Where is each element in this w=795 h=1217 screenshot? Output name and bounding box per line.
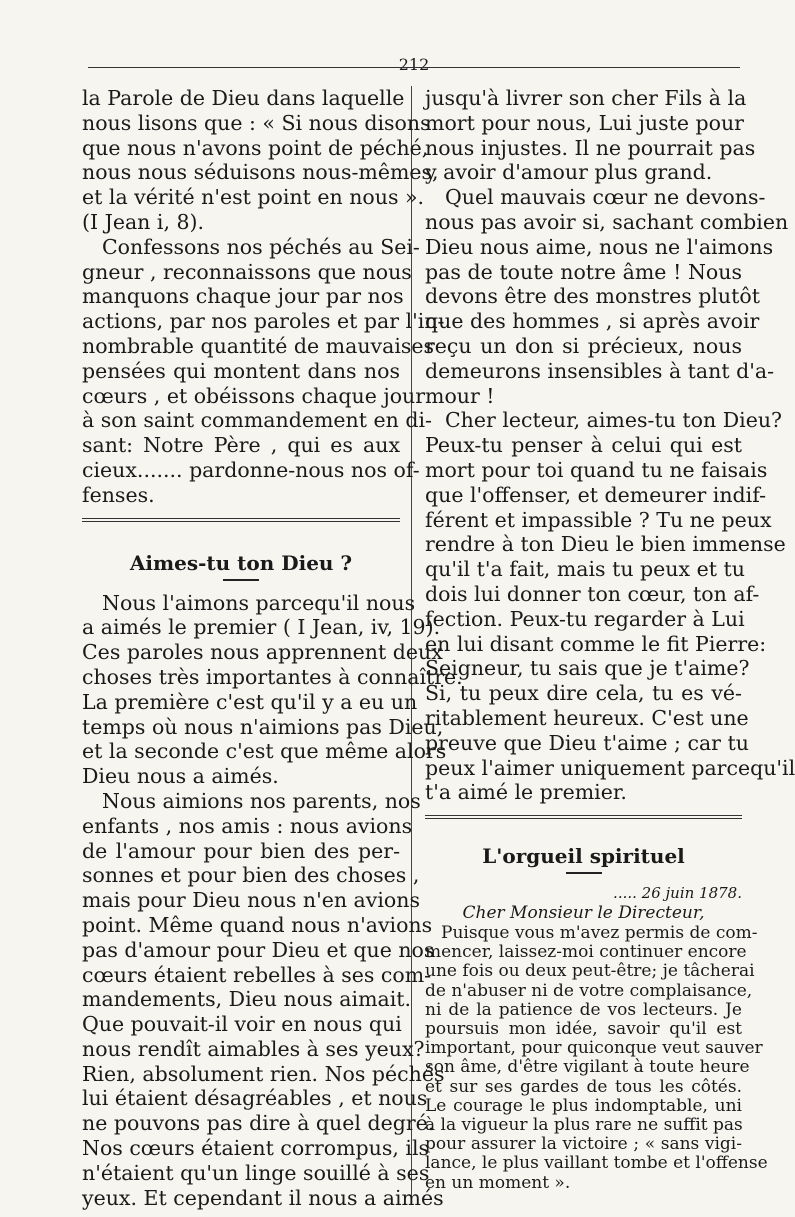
text-line: nous injustes. Il ne pourrait pas: [425, 135, 756, 160]
text-line: mort pour nous, Lui juste pour: [425, 110, 744, 135]
text-line: Nous l'aimons parcequ'il nous: [102, 590, 416, 615]
text-line: fection. Peux-tu regarder à Lui: [425, 606, 745, 631]
text-line: Si, tu peux dire cela, tu es vé-: [425, 681, 742, 706]
text-line: mour !: [425, 383, 495, 408]
text-line: son âme, d'être vigilant à toute heure: [425, 1057, 750, 1078]
text-line: dois lui donner ton cœur, ton af-: [425, 581, 760, 606]
text-line: de n'abuser ni de votre complaisance,: [425, 980, 753, 1001]
text-line: nombrable quantité de mauvaises: [82, 333, 435, 358]
text-line: à la vigueur la plus rare ne suffit pas: [425, 1114, 743, 1135]
text-line: enfants , nos amis : nous avions: [82, 813, 413, 838]
text-line: rendre à ton Dieu le bien immense: [425, 532, 786, 557]
text-line: Cher lecteur, aimes-tu ton Dieu?: [445, 408, 783, 433]
text-line: de l'amour pour bien des per-: [82, 838, 400, 863]
right-column: [425, 86, 795, 1193]
text-line: et la vérité n'est point en nous ».: [82, 185, 425, 210]
text-line: ni de la patience de vos lecteurs. Je: [425, 999, 742, 1020]
text-line: à son saint commandement en di-: [82, 408, 432, 433]
text-line: pas d'amour pour Dieu et que nos: [82, 937, 435, 962]
paragraph: [425, 408, 795, 805]
text-line: Ces paroles nous apprennent deux: [82, 640, 443, 665]
text-line: demeurons insensibles à tant d'a-: [425, 358, 775, 383]
paragraph: [82, 590, 463, 789]
text-line: reçu un don si précieux, nous: [425, 333, 742, 358]
top-rule: [88, 67, 740, 68]
section-divider: [82, 518, 400, 522]
text-line: mencer, laissez-moi continuer encore: [425, 942, 747, 963]
paragraph: [425, 185, 789, 408]
text-line: cieux....... pardonne-nous nos of-: [82, 457, 420, 482]
text-line: fenses.: [82, 482, 155, 507]
heading-rule: [223, 579, 259, 581]
text-line: Nous aimions nos parents, nos: [102, 788, 421, 813]
text-line: ritablement heureux. C'est une: [425, 705, 749, 730]
paragraph: [82, 234, 445, 508]
text-line: que l'offenser, et demeurer indif-: [425, 482, 767, 507]
text-line: mandements, Dieu nous aimait.: [82, 987, 412, 1012]
text-line: Dieu nous a aimés.: [82, 764, 279, 789]
text-line: férent et impassible ? Tu ne peux: [425, 507, 772, 532]
text-line: ne pouvons pas dire à quel degré.: [82, 1111, 435, 1136]
text-line: Le courage le plus indomptable, uni: [425, 1095, 742, 1116]
text-line: que des hommes , si après avoir: [425, 309, 760, 334]
text-line: t'a aimé le premier.: [425, 780, 627, 805]
text-line: Confessons nos péchés au Sei-: [102, 234, 420, 259]
letter-body: [425, 923, 768, 1193]
text-line: lance, le plus vaillant tombe et l'offense: [425, 1153, 768, 1174]
text-line: y avoir d'amour plus grand.: [425, 160, 713, 185]
text-line: choses très importantes à connaître.: [82, 664, 463, 689]
text-line: Quel mauvais cœur ne devons-: [445, 185, 766, 210]
section-heading: Aimes-tu ton Dieu ?: [129, 550, 353, 575]
text-line: n'étaient qu'un linge souillé à ses: [82, 1160, 430, 1185]
text-line: la Parole de Dieu dans laquelle: [82, 86, 405, 110]
text-line: en lui disant comme le fit Pierre:: [425, 631, 767, 656]
text-line: important, pour quiconque veut sauver: [425, 1038, 763, 1059]
text-line: Nos cœurs étaient corrompus, ils: [82, 1136, 430, 1161]
text-line: La première c'est qu'il y a eu un: [82, 689, 418, 714]
text-line: mort pour toi quand tu ne faisais: [425, 457, 768, 482]
text-line: yeux. Et cependant il nous a aimés: [82, 1185, 444, 1210]
paragraph: [82, 788, 445, 1211]
text-line: qu'il t'a fait, mais tu peux et tu: [425, 557, 745, 582]
section-divider: [425, 815, 742, 819]
text-line: cœurs étaient rebelles à ses com-: [82, 962, 432, 987]
text-line: pour assurer la victoire ; « sans vigi-: [425, 1134, 742, 1155]
text-line: (I Jean i, 8).: [82, 209, 205, 234]
text-line: devons être des monstres plutôt: [425, 284, 760, 309]
text-line: pas de toute notre âme ! Nous: [425, 259, 742, 284]
text-line: Dieu nous aime, nous ne l'aimons: [425, 234, 774, 259]
text-line: Peux-tu penser à celui qui est: [425, 433, 742, 458]
text-line: actions, par nos paroles et par l'in-: [82, 309, 445, 334]
text-line: Rien, absolument rien. Nos péchés: [82, 1061, 445, 1086]
text-line: jusqu'à livrer son cher Fils à la: [425, 86, 747, 110]
text-line: nous lisons que : « Si nous disons: [82, 110, 431, 135]
text-line: peux l'aimer uniquement parcequ'il: [425, 755, 795, 780]
text-line: lui étaient désagréables , et nous: [82, 1086, 428, 1111]
text-line: poursuis mon idée, savoir qu'il est: [425, 1019, 742, 1040]
text-line: preuve que Dieu t'aime ; car tu: [425, 730, 749, 755]
paragraph: [425, 86, 756, 185]
section-heading: L'orgueil spirituel: [482, 844, 685, 869]
letter-dateline: ..... 26 juin 1878.: [613, 884, 742, 903]
paragraph: [82, 86, 439, 235]
text-line: nous nous séduisons nous-mêmes,: [82, 160, 439, 185]
text-line: cœurs , et obéissons chaque jour: [82, 383, 426, 408]
text-line: une fois ou deux peut-être; je tâcherai: [425, 961, 755, 982]
text-line: en un moment ».: [425, 1172, 571, 1193]
text-line: sant: Notre Père , qui es aux: [82, 433, 400, 458]
text-line: et sur ses gardes de tous les côtés.: [425, 1076, 742, 1097]
text-line: gneur , reconnaissons que nous: [82, 259, 412, 284]
text-line: nous pas avoir si, sachant combien: [425, 209, 789, 234]
text-line: point. Même quand nous n'avions: [82, 912, 433, 937]
text-line: Seigneur, tu sais que je t'aime?: [425, 656, 750, 681]
text-line: temps où nous n'aimions pas Dieu,: [82, 714, 444, 739]
text-line: manquons chaque jour par nos: [82, 284, 404, 309]
left-column: [82, 86, 463, 1210]
text-line: que nous n'avons point de péché,: [82, 135, 429, 160]
heading-rule: [566, 872, 602, 874]
letter-salutation: Cher Monsieur le Directeur,: [462, 903, 705, 924]
text-line: mais pour Dieu nous n'en avions: [82, 888, 420, 913]
text-line: pensées qui montent dans nos: [82, 358, 400, 383]
text-line: Puisque vous m'avez permis de com-: [441, 923, 758, 944]
text-line: et la seconde c'est que même alors: [82, 739, 447, 764]
text-line: nous rendît aimables à ses yeux?: [82, 1036, 425, 1061]
text-line: sonnes et pour bien des choses ,: [82, 863, 420, 888]
page-number: 212: [398, 55, 430, 74]
text-line: Que pouvait-il voir en nous qui: [82, 1012, 402, 1037]
text-line: a aimés le premier ( I Jean, iv, 19).: [82, 615, 441, 640]
